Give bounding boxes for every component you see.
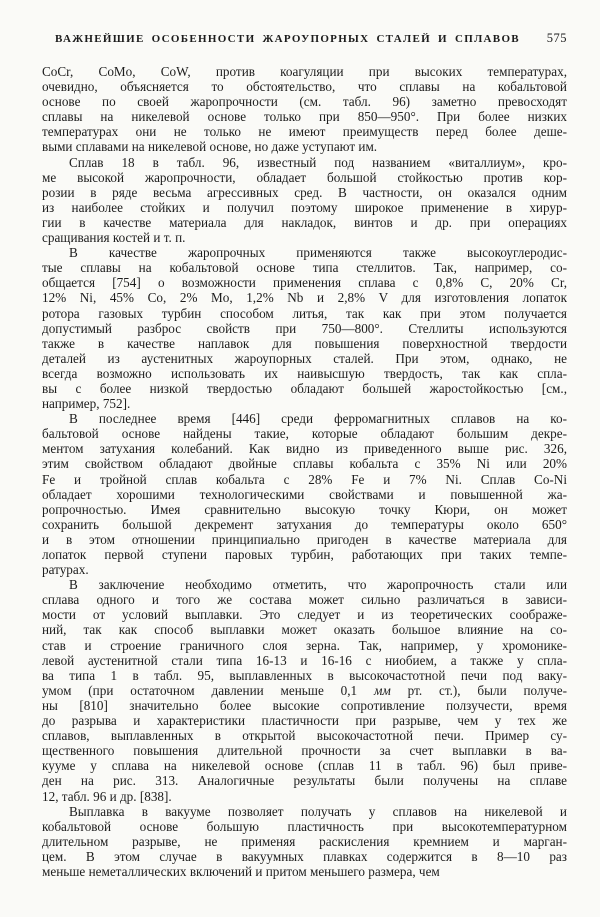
text-line: меньше неметаллических включений и притом меньшего размера, чем bbox=[42, 863, 440, 879]
text-line: умом (при остаточном давлении меньше 0,1 мм рт. ст.), были получе- bbox=[42, 682, 567, 698]
text-line: Выплавка в вакууме позволяет получать у сплавов на никелевой и bbox=[69, 803, 567, 819]
text-line: сплава одного и того же состава может сильно различаться в зависи- bbox=[42, 592, 567, 608]
text-line: бальтовой основе найдены такие, которые обладают большим декре- bbox=[42, 426, 567, 442]
text-line: до разрыва и характеристики пластичности при разрыве, чем у тех же bbox=[42, 713, 567, 729]
paragraph bbox=[42, 411, 567, 577]
text-line: из наиболее стойких и получил поэтому широкое применение в хирур- bbox=[42, 199, 567, 215]
text-line: кууме у сплава на никелевой основе (сплав 11 в табл. 96) был приве- bbox=[42, 758, 567, 774]
text-line: ний, так как способ выплавки может оказать большое влияние на со- bbox=[42, 622, 567, 638]
text-line: всегда возможно использовать их наивысшую твердость, так как спла- bbox=[42, 365, 567, 381]
text-line: В последнее время [446] среди ферромагнитных сплавов на ко- bbox=[69, 411, 567, 427]
paragraph bbox=[42, 245, 567, 411]
text-line: став и строение граничного слоя зерна. Так, например, у хромонике- bbox=[42, 637, 567, 653]
text-line: сращивания костей и т. п. bbox=[42, 230, 186, 246]
text-line: 12, табл. 96 и др. [838]. bbox=[42, 788, 172, 804]
text-line: гии в качестве материала для накладок, винтов и др. при операциях bbox=[42, 214, 567, 230]
text-line: ме высокой жаропрочности, обладает большой стойкостью против кор- bbox=[42, 169, 567, 185]
text-line: кобальтовой основе большую пластичность при высокотемпературном bbox=[42, 818, 567, 834]
text-line: этим свойством обладают двойные сплавы кобальта с 35% Ni или 20% bbox=[42, 456, 567, 472]
text-line: и в этом отношении принципиально пригоден в качестве материала для bbox=[42, 531, 567, 547]
text-line: сплавов, выплавленных в открытой высокочастотной печи. Пример су- bbox=[42, 728, 567, 744]
text-line: допустимый разброс свойств при 750—800°. Стеллиты используются bbox=[42, 320, 567, 336]
text-line: деталей из аустенитных жароупорных сталей. При этом, однако, не bbox=[42, 350, 567, 366]
text-line: сплавы на никелевой основе только при 850—950°. При более низких bbox=[42, 109, 567, 125]
text-line: также в качестве наплавок для повышения поверхностной твердости bbox=[42, 335, 567, 351]
running-head-title: ВАЖНЕЙШИЕ ОСОБЕННОСТИ ЖАРОУПОРНЫХ СТАЛЕЙ И СПЛАВОВ bbox=[55, 33, 520, 45]
body-text bbox=[42, 64, 567, 879]
text-line: сохранить большой декремент затухания до температуры около 650° bbox=[42, 516, 567, 532]
paragraph bbox=[42, 155, 567, 246]
text-line: выми сплавами на никелевой основе, но даже уступают им. bbox=[42, 139, 378, 155]
text-line: основе по своей жаропрочности (см. табл. 96) заметно превосходят bbox=[42, 94, 567, 110]
text-line: В заключение необходимо отметить, что жаропрочность стали или bbox=[69, 577, 567, 593]
text-line: ден на рис. 313. Аналогичные результаты были получены на сплаве bbox=[42, 773, 567, 789]
paragraph bbox=[42, 64, 567, 155]
text-line: ратурах. bbox=[42, 562, 89, 578]
text-line: тые сплавы на кобальтовой основе типа стеллитов. Так, например, со- bbox=[42, 260, 567, 276]
text-line: ментом затухания колебаний. Как видно из приведенного выше рис. 326, bbox=[42, 441, 567, 457]
text-line: например, 752]. bbox=[42, 396, 131, 412]
text-line: ва типа 1 в табл. 95, выплавленных в высокочастотной печи под ваку- bbox=[42, 667, 567, 683]
text-line: ротора газовых турбин способом литья, так как при этом получается bbox=[42, 305, 567, 321]
paragraph bbox=[42, 804, 567, 879]
paragraph bbox=[42, 577, 567, 803]
running-head bbox=[42, 31, 567, 48]
page-number: 575 bbox=[546, 31, 567, 45]
text-line: температурах они не только не имеют преимуществ перед более деше- bbox=[42, 124, 567, 140]
text-line: CoCr, CoMo, CoW, против коагуляции при высоких температурах, bbox=[42, 64, 567, 79]
text-line: Fe и тройной сплав кобальта с 28% Fe и 7% Ni. Сплав Co-Ni bbox=[42, 471, 567, 487]
text-line: ны [810] значительно более высокие сопротивление ползучести, время bbox=[42, 697, 567, 713]
text-line: 12% Ni, 45% Co, 2% Mo, 1,2% Nb и 2,8% V для изготовления лопаток bbox=[42, 290, 567, 306]
text-line: ропрочностью. Имея сравнительно высокую точку Кюри, он может bbox=[42, 501, 567, 517]
text-line: левой аустенитной стали типа 16-13 и 16-16 с ниобием, а также у спла- bbox=[42, 652, 567, 668]
text-line: мости от условий выплавки. Это следует и из теоретических соображе- bbox=[42, 607, 567, 623]
text-line: Сплав 18 в табл. 96, известный под названием «виталлиум», кро- bbox=[69, 154, 567, 170]
text-line: общается [754] о возможности применения сплава с 0,8% C, 20% Cr, bbox=[42, 275, 567, 291]
text-line: вы с более низкой твердостью обладают большей жаростойкостью [см., bbox=[42, 380, 567, 396]
text-line: обладает хорошими технологическими свойствами и повышенной жа- bbox=[42, 486, 567, 502]
text-line: розии в ряде весьма агрессивных сред. В частности, он оказался одним bbox=[42, 184, 567, 200]
text-line: щественного повышения длительной прочности за счет выплавки в ва- bbox=[42, 743, 567, 759]
text-line: длительном разрыве, не применяя раскисления кремнием и марган- bbox=[42, 833, 567, 849]
text-line: цем. В этом случае в вакуумных плавках содержится в 8—10 раз bbox=[42, 848, 567, 864]
text-line: В качестве жаропрочных применяются также высокоуглеродис- bbox=[69, 245, 567, 261]
text-line: очевидно, объясняется то обстоятельство, что сплавы на кобальтовой bbox=[42, 79, 567, 95]
text-line: лопаток первой ступени паровых турбин, работающих при таких темпе- bbox=[42, 547, 567, 562]
